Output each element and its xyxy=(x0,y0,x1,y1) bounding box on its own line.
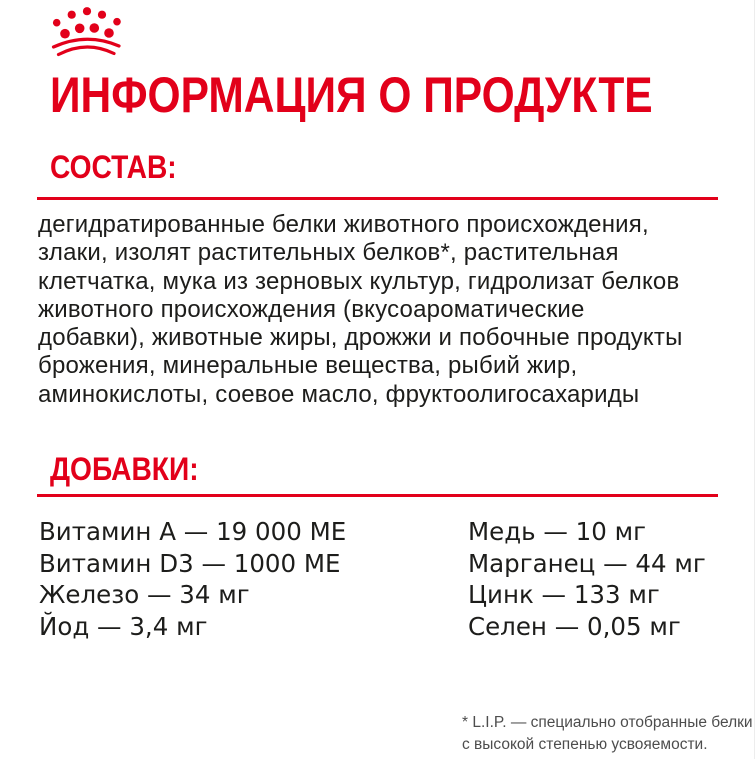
additive-item: Витамин A — 19 000 МЕ xyxy=(39,517,347,546)
additive-item: Цинк — 133 мг xyxy=(468,580,660,610)
page-right-edge-divider xyxy=(754,0,755,759)
additive-item: Йод — 3,4 мг xyxy=(39,611,208,641)
composition-line: брожения, минеральные вещества, рыбий жир, xyxy=(38,352,578,380)
additive-item: Селен — 0,05 мг xyxy=(468,611,681,641)
composition-line: добавки), животные жиры, дрожжи и побочные продукты xyxy=(38,324,683,352)
footnote-line: с высокой степенью усвояемости. xyxy=(462,735,708,753)
additive-item: Медь — 10 мг xyxy=(468,517,646,546)
additive-item: Железо — 34 мг xyxy=(39,580,250,610)
composition-text xyxy=(38,211,683,409)
composition-heading-underline xyxy=(37,197,718,200)
composition-line: животного происхождения (вкусоароматические xyxy=(38,295,585,323)
additives-right-column xyxy=(468,516,706,642)
composition-line: клетчатка, мука из зерновых культур, гидролизат белков xyxy=(38,267,680,295)
additives-heading: ДОБАВКИ: xyxy=(50,451,199,487)
additive-item: Марганец — 44 мг xyxy=(468,548,706,578)
additives-left-column xyxy=(39,516,346,642)
composition-heading: СОСТАВ: xyxy=(50,149,177,185)
composition-line: злаки, изолят растительных белков*, растительная xyxy=(38,239,619,267)
composition-line: аминокислоты, соевое масло, фруктоолигосахариды xyxy=(38,380,640,408)
additives-heading-underline xyxy=(37,494,718,497)
additive-item: Витамин D3 — 1000 МЕ xyxy=(39,548,341,578)
royal-canin-crown-logo-icon xyxy=(50,6,130,58)
page-title: ИНФОРМАЦИЯ О ПРОДУКТЕ xyxy=(50,67,653,123)
footnote-line: * L.I.P. — специально отобранные белки xyxy=(462,714,753,731)
composition-line: дегидратированные белки животного происхождения, xyxy=(38,211,649,238)
lip-footnote xyxy=(462,712,753,755)
